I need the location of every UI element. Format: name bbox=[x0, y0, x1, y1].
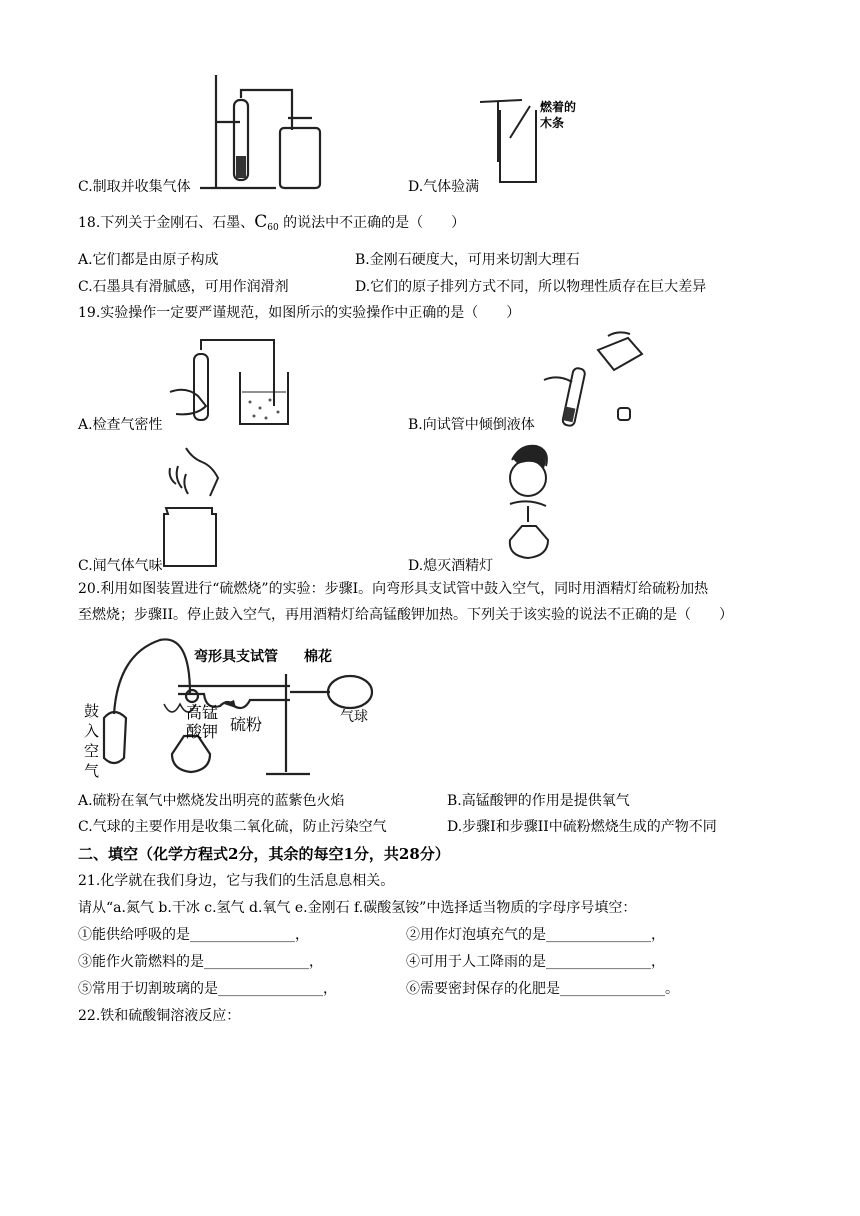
q21-item-6: ⑥需要密封保存的化肥是_______________。 bbox=[406, 981, 679, 997]
q21-item-3: ③能作火箭燃料的是_______________， bbox=[78, 954, 323, 970]
smell-gas-figure bbox=[156, 444, 236, 570]
q18-stem-post: 的说法中不正确的是（ ） bbox=[278, 215, 466, 231]
q20-stem-line-1: 20.利用如图装置进行“硫燃烧”的实验：步骤I。向弯形具支试管中鼓入空气，同时用酒精灯给硫粉加热 bbox=[78, 581, 709, 597]
kmno4-label-2: 酸钾 bbox=[186, 722, 219, 741]
air-label-1: 鼓 bbox=[84, 702, 100, 720]
q22-stem: 22.铁和硫酸铜溶液反应： bbox=[78, 1008, 241, 1024]
q19-stem: 19.实验操作一定要严谨规范，如图所示的实验操作中正确的是（ ） bbox=[78, 305, 521, 321]
kmno4-label-1: 高锰 bbox=[186, 703, 219, 722]
q21-item-5: ⑤常用于切割玻璃的是_______________， bbox=[78, 981, 337, 997]
q18-stem bbox=[78, 213, 465, 237]
q18-option-a: A.它们都是由原子构成 bbox=[78, 252, 219, 268]
air-label-2: 入 bbox=[84, 722, 100, 740]
c60-symbol: C bbox=[254, 212, 268, 232]
gas-preparation-apparatus-figure bbox=[196, 70, 326, 192]
q20-stem-line-2: 至燃烧；步骤II。停止鼓入空气，再用酒精灯给高锰酸钾加热。下列关于该实验的说法不正确的是（ ） bbox=[78, 607, 734, 623]
q19-option-b: B.向试管中倾倒液体 bbox=[408, 417, 535, 433]
q20-option-b: B.高锰酸钾的作用是提供氧气 bbox=[447, 793, 630, 809]
balloon-label: 气球 bbox=[340, 709, 368, 725]
q20-option-c: C.气球的主要作用是收集二氧化硫，防止污染空气 bbox=[78, 819, 387, 835]
pour-liquid-figure bbox=[538, 330, 658, 430]
q17-option-c: C.制取并收集气体 bbox=[78, 179, 191, 195]
q19-option-d: D.熄灭酒精灯 bbox=[408, 558, 494, 574]
c60-subscript: 60 bbox=[267, 223, 279, 233]
q21-item-1: ①能供给呼吸的是_______________， bbox=[78, 927, 309, 943]
burning-stick-label-2: 木条 bbox=[540, 116, 565, 130]
q18-option-b: B.金刚石硬度大，可用来切割大理石 bbox=[355, 252, 580, 268]
section-2-heading: 二、填空（化学方程式2分，其余的每空1分，共28分） bbox=[78, 845, 450, 863]
q21-instruction: 请从“a.氮气 b.干冰 c.氢气 d.氧气 e.金刚石 f.碳酸氢铵”中选择适当物质的字母序号填空： bbox=[78, 900, 637, 916]
q18-option-c: C.石墨具有滑腻感，可用作润滑剂 bbox=[78, 279, 289, 295]
q20-option-d: D.步骤I和步骤II中硫粉燃烧生成的产物不同 bbox=[447, 819, 717, 835]
air-label-3: 空 bbox=[84, 742, 100, 760]
extinguish-lamp-figure bbox=[490, 440, 570, 568]
q18-stem-pre: 18.下列关于金刚石、石墨、 bbox=[78, 215, 255, 231]
q21-stem: 21.化学就在我们身边，它与我们的生活息息相关。 bbox=[78, 873, 395, 889]
sulfur-label: 硫粉 bbox=[230, 715, 263, 734]
q20-option-a: A.硫粉在氧气中燃烧发出明亮的蓝紫色火焰 bbox=[78, 793, 345, 809]
air-label-4: 气 bbox=[84, 762, 100, 780]
cotton-label: 棉花 bbox=[304, 649, 332, 665]
bent-tube-label: 弯形具支试管 bbox=[194, 649, 278, 665]
q18-option-d: D.它们的原子排列方式不同，所以物理性质存在巨大差异 bbox=[355, 279, 707, 295]
q19-option-a: A.检查气密性 bbox=[78, 417, 163, 433]
burning-stick-label-1: 燃着的 bbox=[540, 100, 577, 114]
q21-item-2: ②用作灯泡填充气的是_______________， bbox=[406, 927, 665, 943]
q19-option-c: C.闻气体气味 bbox=[78, 558, 163, 574]
airtightness-check-figure bbox=[166, 336, 296, 428]
q21-item-4: ④可用于人工降雨的是_______________， bbox=[406, 954, 665, 970]
q17-option-d: D.气体验满 bbox=[408, 179, 480, 195]
